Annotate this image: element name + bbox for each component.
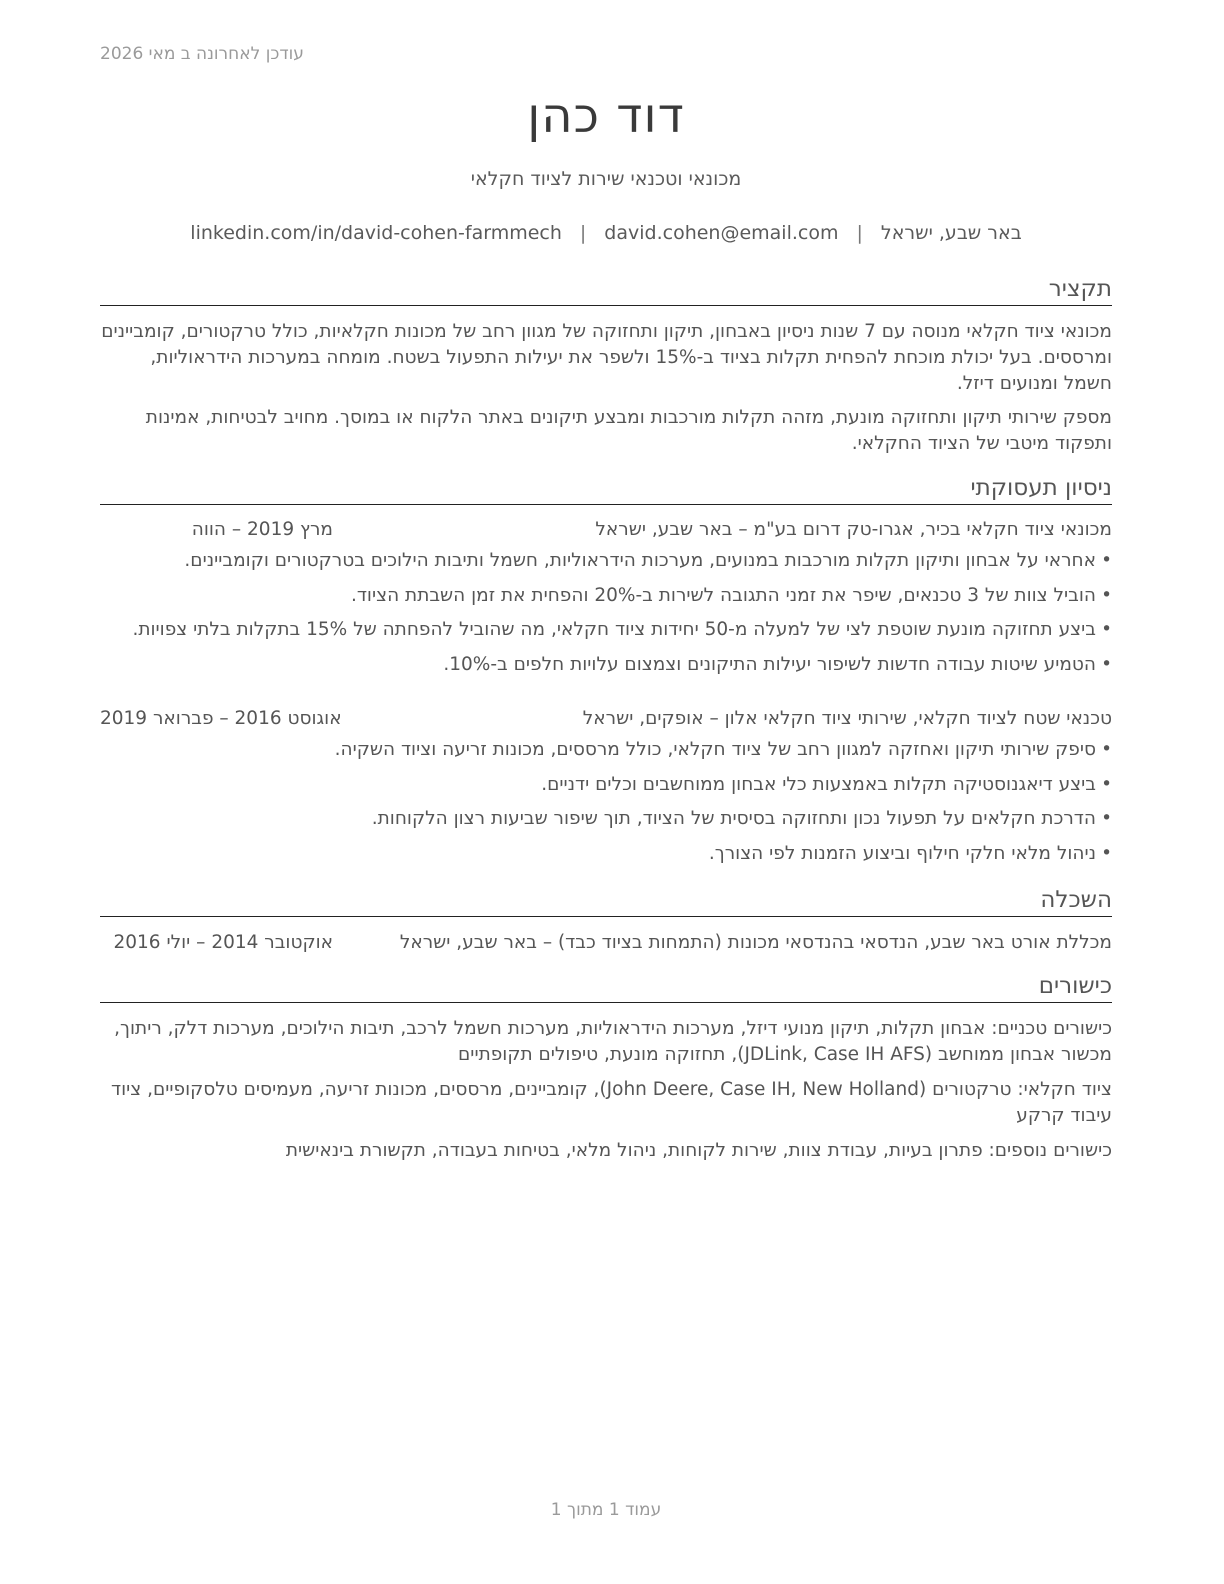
contact-linkedin[interactable]: linkedin.com/in/david-cohen-farmmech [190, 222, 562, 244]
summary-paragraph: מספק שירותי תיקון ותחזוקה מונעת, מזהה תקלות מורכבות ומבצע תיקונים באתר הלקוח או במוסך. מחויב לבטיחות, אמינות ותפקוד מיטבי של הציוד החקלאי. [145, 407, 1112, 454]
job-header [100, 517, 1112, 543]
list-item: • הדרכת חקלאים על תפעול נכון ותחזוקה בסיסית של הציוד, תוך שיפור שביעות רצון הלקוחות. [100, 806, 1112, 832]
list-item: • הוביל צוות של 3 טכנאים, שיפר את זמני התגובה לשירות ב-20% והפחית את זמן השבתת הציוד. [100, 583, 1112, 609]
job-title: מכונאי וטכנאי שירות לציוד חקלאי [470, 168, 742, 190]
summary-paragraph: מכונאי ציוד חקלאי מנוסה עם 7 שנות ניסיון באבחון, תיקון ותחזוקה של מגוון רחב של מכונות חקלאיות, כולל טרקטורים, קומביינים ומרססים. בעל יכולת מוכחת להפחית תקלות בציוד ב-15% ולשפר את יעילות התפעול בשטח. מומחה במערכות הידראוליות, חשמל ומנועים דיזל. [101, 321, 1112, 394]
list-item: • ביצע דיאגנוסטיקה תקלות באמצעות כלי אבחון ממוחשבים וכלים ידניים. [100, 772, 1112, 798]
list-item: • אחראי על אבחון ותיקון תקלות מורכבות במנועים, מערכות הידראוליות, חשמל ותיבות הילוכים בטרקטורים וקומביינים. [100, 548, 1112, 574]
bullet-icon: • [1101, 843, 1112, 865]
page-footer: עמוד 1 מתוך 1 [550, 1500, 662, 1520]
list-item: • הטמיע שיטות עבודה חדשות לשיפור יעילות התיקונים וצמצום עלויות חלפים ב-10%. [100, 652, 1112, 678]
job-position: טכנאי שטח לציוד חקלאי, שירותי ציוד חקלאי אלון – אופקים, ישראל [582, 708, 1112, 729]
skills-paragraph: כישורים נוספים: פתרון בעיות, עבודת צוות, שירות לקוחות, ניהול מלאי, בטיחות בעבודה, תקשורת בינאישית [285, 1140, 1112, 1161]
bullet-icon: • [1101, 808, 1112, 830]
education-dates: אוקטובר 2014 – יולי 2016 [113, 932, 333, 953]
list-item: • ניהול מלאי חלקי חילוף וביצוע הזמנות לפי הצורך. [100, 841, 1112, 867]
bullet-icon: • [1101, 654, 1112, 676]
skills-paragraph: כישורים טכניים: אבחון תקלות, תיקון מנועי דיזל, מערכות הידראוליות, מערכות חשמל לרכב, תיבות הילוכים, מערכות דלק, ריתוך, מכשור אבחון ממוחשב (JDLink, Case IH AFS), תחזוקה מונעת, טיפולים תקופתיים [114, 1018, 1112, 1065]
skills-paragraph: ציוד חקלאי: טרקטורים (John Deere, Case IH, New Holland), קומביינים, מרססים, מכונות זריעה, מעמיסים טלסקופיים, ציוד עיבוד קרקע [110, 1079, 1112, 1126]
job-bullets [100, 737, 1112, 876]
section-heading-experience: ניסיון תעסוקתי [100, 474, 1112, 505]
job-dates: מרץ 2019 – הווה [191, 519, 333, 540]
candidate-name: דוד כהן [527, 88, 685, 144]
bullet-icon: • [1101, 739, 1112, 760]
contact-line [100, 222, 1112, 244]
list-item: • סיפק שירותי תיקון ואחזקה למגוון רחב של ציוד חקלאי, כולל מרססים, מכונות זריעה וציוד השקיה. [100, 737, 1112, 763]
bullet-icon: • [1101, 584, 1112, 606]
resume-page [100, 0, 1112, 1584]
last-updated: עודכן לאחרונה ב מאי 2026 [100, 44, 304, 64]
contact-email[interactable]: david.cohen@email.com [604, 222, 839, 244]
bullet-icon: • [1101, 550, 1112, 571]
contact-separator: | [856, 222, 863, 244]
list-item: • ביצע תחזוקה מונעת שוטפת לצי של למעלה מ-50 יחידות ציוד חקלאי, מה שהוביל להפחתה של 15% בתקלות בלתי צפויות. [100, 617, 1112, 643]
bullet-icon: • [1101, 773, 1112, 795]
education-institution: מכללת אורט באר שבע, הנדסאי בהנדסאי מכונות (התמחות בציוד כבד) – באר שבע, ישראל [399, 932, 1112, 953]
job-dates: אוגוסט 2016 – פברואר 2019 [100, 708, 342, 729]
education-entry [100, 930, 1112, 956]
section-heading-summary: תקציר [100, 275, 1112, 306]
section-heading-skills: כישורים [100, 972, 1112, 1003]
job-header [100, 706, 1112, 732]
job-bullets [100, 548, 1112, 687]
job-position: מכונאי ציוד חקלאי בכיר, אגרו-טק דרום בע"מ – באר שבע, ישראל [595, 519, 1112, 540]
section-heading-education: השכלה [100, 886, 1112, 917]
contact-location: באר שבע, ישראל [880, 222, 1022, 244]
contact-separator: | [579, 222, 587, 244]
bullet-icon: • [1101, 619, 1112, 641]
